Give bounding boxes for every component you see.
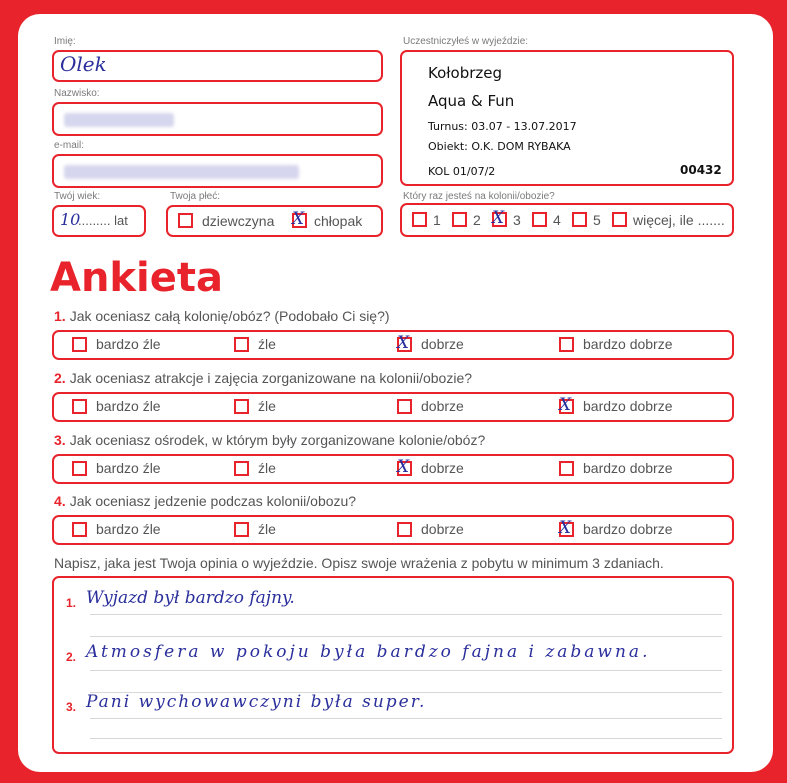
opinion-line-num: 3.	[66, 700, 77, 714]
rating-checkbox[interactable]	[397, 522, 412, 537]
camp-obiekt: Obiekt: O.K. DOM RYBAKA	[428, 140, 571, 153]
rating-checkbox[interactable]	[72, 461, 87, 476]
gender-label: Twoja płeć:	[170, 191, 221, 202]
times-field	[400, 203, 734, 237]
rating-checkbox[interactable]	[234, 461, 249, 476]
rating-checkbox[interactable]	[234, 399, 249, 414]
gender-checkbox-girl[interactable]	[178, 213, 193, 228]
rating-row-1	[52, 330, 734, 360]
survey-title: Ankieta	[50, 255, 223, 301]
rating-checkbox[interactable]	[234, 522, 249, 537]
rating-option-label: bardzo źle	[96, 521, 161, 537]
times-label: Który raz jesteś na kolonii/obozie?	[403, 191, 555, 202]
check-mark-icon: X	[292, 209, 305, 229]
rating-row-3	[52, 454, 734, 484]
question-1	[54, 308, 390, 324]
question-number: 2.	[54, 370, 66, 386]
opinion-line-1: Wyjazd był bardzo fajny.	[86, 588, 295, 608]
rating-checkbox[interactable]	[72, 399, 87, 414]
rating-option-label: bardzo źle	[96, 460, 161, 476]
opinion-prompt: Napisz, jaka jest Twoja opinia o wyjeździe. Opisz swoje wrażenia z pobytu w minimum 3 zdaniach.	[54, 555, 664, 571]
gender-option-boy: chłopak	[314, 213, 363, 229]
times-option-more: więcej, ile .......	[633, 212, 725, 228]
times-checkbox-3[interactable]	[492, 208, 507, 228]
times-option-1: 1	[433, 212, 441, 228]
times-checkbox-5[interactable]	[572, 212, 587, 227]
name-field[interactable]	[52, 50, 383, 82]
camp-code: KOL 01/07/2	[428, 165, 496, 178]
rating-checkbox[interactable]	[559, 518, 574, 538]
rating-option-label: źle	[258, 336, 276, 352]
rating-checkbox[interactable]	[559, 395, 574, 415]
name-value: Olek	[60, 52, 107, 76]
question-text: Jak oceniasz ośrodek, w którym były zorganizowane kolonie/obóz?	[69, 432, 486, 448]
ruled-line	[90, 670, 722, 671]
times-option-3: 3	[513, 212, 521, 228]
rating-option-label: dobrze	[421, 398, 464, 414]
ruled-line	[90, 614, 722, 615]
rating-option-label: dobrze	[421, 521, 464, 537]
age-value: 10	[60, 210, 81, 229]
times-checkbox-2[interactable]	[452, 212, 467, 227]
form-sheet	[18, 14, 773, 772]
times-checkbox-1[interactable]	[412, 212, 427, 227]
question-3	[54, 432, 485, 448]
question-text: Jak oceniasz jedzenie podczas kolonii/obozu?	[69, 493, 357, 509]
camp-name: Aqua & Fun	[428, 92, 515, 110]
check-mark-icon: X	[559, 518, 572, 538]
gender-checkbox-boy[interactable]	[292, 209, 307, 229]
rating-checkbox[interactable]	[234, 337, 249, 352]
rating-option-label: bardzo źle	[96, 398, 161, 414]
opinion-line-2: Atmosfera w pokoju była bardzo fajna i zabawna.	[86, 642, 651, 662]
opinion-line-num: 1.	[66, 596, 77, 610]
times-checkbox-more[interactable]	[612, 212, 627, 227]
rating-checkbox[interactable]	[397, 457, 412, 477]
check-mark-icon: X	[397, 457, 410, 477]
rating-checkbox[interactable]	[72, 522, 87, 537]
rating-row-2	[52, 392, 734, 422]
rating-option-label: źle	[258, 398, 276, 414]
camp-number: 00432	[680, 163, 722, 177]
opinion-box[interactable]	[52, 576, 734, 754]
email-redacted	[64, 165, 299, 179]
check-mark-icon: X	[492, 208, 505, 228]
camp-city: Kołobrzeg	[428, 64, 503, 82]
question-2	[54, 370, 472, 386]
question-text: Jak oceniasz atrakcje i zajęcia zorganizowane na kolonii/obozie?	[69, 370, 473, 386]
rating-option-label: bardzo dobrze	[583, 460, 673, 476]
question-number: 4.	[54, 493, 66, 509]
opinion-line-num: 2.	[66, 650, 77, 664]
ruled-line	[90, 718, 722, 719]
ruled-line	[90, 636, 722, 637]
rating-option-label: bardzo źle	[96, 336, 161, 352]
rating-option-label: dobrze	[421, 460, 464, 476]
participation-label: Uczestniczyłeś w wyjeździe:	[403, 36, 529, 47]
times-option-4: 4	[553, 212, 561, 228]
camp-info-box	[400, 50, 734, 186]
camp-turnus: Turnus: 03.07 - 13.07.2017	[428, 120, 577, 133]
surname-field[interactable]	[52, 102, 383, 136]
rating-option-label: źle	[258, 460, 276, 476]
surname-label: Nazwisko:	[54, 88, 100, 99]
rating-option-label: źle	[258, 521, 276, 537]
rating-option-label: bardzo dobrze	[583, 398, 673, 414]
surname-redacted	[64, 113, 174, 127]
rating-option-label: bardzo dobrze	[583, 521, 673, 537]
times-option-5: 5	[593, 212, 601, 228]
opinion-line-3: Pani wychowawczyni była super.	[86, 692, 427, 712]
rating-checkbox[interactable]	[559, 337, 574, 352]
question-number: 1.	[54, 308, 66, 324]
question-number: 3.	[54, 432, 66, 448]
ruled-line	[90, 738, 722, 739]
email-label: e-mail:	[54, 140, 85, 151]
age-field[interactable]	[52, 205, 146, 237]
check-mark-icon: X	[397, 333, 410, 353]
question-4	[54, 493, 356, 509]
rating-checkbox[interactable]	[72, 337, 87, 352]
rating-checkbox[interactable]	[397, 333, 412, 353]
rating-option-label: dobrze	[421, 336, 464, 352]
times-checkbox-4[interactable]	[532, 212, 547, 227]
check-mark-icon: X	[559, 395, 572, 415]
question-text: Jak oceniasz całą kolonię/obóz? (Podobało Ci się?)	[69, 308, 390, 324]
rating-option-label: bardzo dobrze	[583, 336, 673, 352]
age-unit: ......... lat	[78, 213, 128, 228]
age-label: Twój wiek:	[54, 191, 101, 202]
gender-field	[166, 205, 383, 237]
rating-checkbox[interactable]	[397, 399, 412, 414]
gender-option-girl: dziewczyna	[202, 213, 275, 229]
times-option-2: 2	[473, 212, 481, 228]
email-field[interactable]	[52, 154, 383, 188]
name-label: Imię:	[54, 36, 76, 47]
rating-checkbox[interactable]	[559, 461, 574, 476]
rating-row-4	[52, 515, 734, 545]
